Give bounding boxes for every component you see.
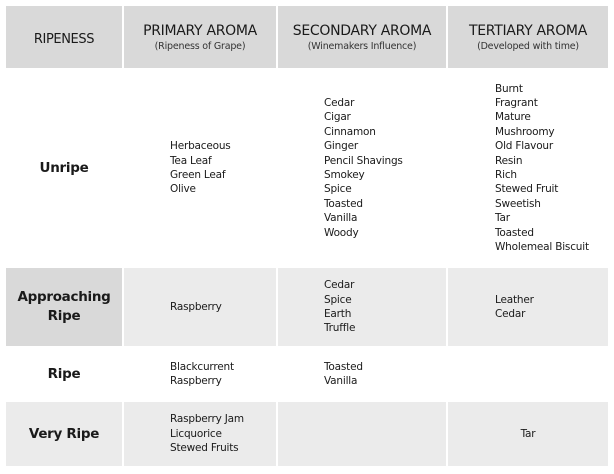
header-tertiary-title: TERTIARY AROMA: [469, 22, 587, 39]
aroma-item: Earth: [324, 308, 352, 320]
table-row-ripe: [6, 348, 608, 400]
aroma-item: Spice: [324, 293, 352, 306]
aroma-item: Pencil Shavings: [324, 154, 403, 167]
aroma-item: Rich: [495, 169, 517, 181]
aroma-item: Cedar: [324, 96, 355, 109]
secondary-aroma-list: [278, 278, 446, 336]
aroma-item: Vanilla: [324, 375, 358, 387]
aroma-item: Stewed Fruit: [495, 183, 559, 196]
header-secondary-subtitle: (Winemakers Influence): [307, 40, 417, 52]
ripeness-label: Ripe: [6, 348, 122, 400]
aroma-item: Spice: [324, 183, 352, 196]
secondary-aroma-list: [278, 360, 446, 389]
aroma-item: Toasted: [495, 226, 534, 239]
aroma-item: Tar: [520, 427, 536, 440]
aroma-item: Toasted: [324, 197, 363, 210]
tertiary-aroma-list: [448, 427, 608, 441]
aroma-item: Cedar: [324, 279, 355, 292]
aroma-item: Raspberry: [170, 300, 222, 313]
ripeness-label-line1: Approaching: [17, 289, 111, 305]
tertiary-aroma-list: [448, 293, 608, 322]
header-primary: [124, 6, 276, 68]
table-row-approaching-ripe: [6, 268, 608, 346]
aroma-item: Vanilla: [324, 212, 358, 225]
header-secondary: [278, 6, 446, 68]
secondary-cell: [278, 70, 446, 266]
aroma-item: Woody: [324, 226, 359, 239]
aroma-item: Cedar: [495, 308, 526, 320]
secondary-aroma-list: [278, 96, 446, 240]
tertiary-aroma-list: [448, 82, 608, 255]
primary-cell: [124, 348, 276, 400]
header-tertiary-subtitle: (Developed with time): [477, 40, 579, 52]
aroma-item: Green Leaf: [170, 169, 226, 181]
tertiary-cell: [448, 402, 608, 466]
secondary-cell: [278, 268, 446, 346]
ripeness-label: [6, 268, 122, 346]
aroma-item: Cinnamon: [324, 125, 376, 138]
primary-aroma-list: [124, 360, 276, 389]
aroma-item: Tea Leaf: [170, 154, 212, 167]
aroma-item: Wholemeal Biscuit: [495, 241, 589, 254]
header-secondary-title: SECONDARY AROMA: [292, 22, 432, 39]
ripeness-label-line2: Ripe: [47, 308, 81, 324]
aroma-table: [4, 4, 610, 468]
header-primary-title: PRIMARY AROMA: [143, 22, 257, 39]
table-row-very-ripe: [6, 402, 608, 466]
aroma-item: Fragrant: [495, 96, 538, 109]
primary-cell: [124, 268, 276, 346]
primary-aroma-list: [124, 139, 276, 197]
aroma-item: Leather: [495, 293, 534, 306]
aroma-item: Truffle: [324, 322, 356, 335]
tertiary-cell: [448, 70, 608, 266]
aroma-item: Resin: [495, 154, 523, 167]
header-ripeness-label: RIPENESS: [33, 31, 95, 47]
primary-cell: [124, 70, 276, 266]
header-ripeness: [6, 6, 122, 68]
primary-cell: [124, 402, 276, 466]
aroma-item: Old Flavour: [495, 140, 553, 153]
aroma-item: Raspberry: [170, 375, 222, 387]
tertiary-cell: [448, 348, 608, 400]
header-tertiary: [448, 6, 608, 68]
aroma-item: Mature: [495, 111, 531, 124]
table-row-unripe: [6, 70, 608, 266]
aroma-item: Herbaceous: [170, 140, 231, 153]
header-primary-subtitle: (Ripeness of Grape): [154, 40, 246, 52]
aroma-item: Burnt: [495, 82, 523, 95]
aroma-item: Raspberry Jam: [170, 413, 244, 426]
aroma-item: Blackcurrent: [170, 360, 234, 373]
aroma-item: Toasted: [324, 360, 363, 373]
ripeness-label: Very Ripe: [6, 402, 122, 466]
ripeness-label: Unripe: [6, 70, 122, 266]
header-row: [6, 6, 608, 68]
secondary-cell: [278, 348, 446, 400]
aroma-item: Cigar: [324, 111, 351, 124]
primary-aroma-list: [124, 412, 276, 455]
aroma-item: Olive: [170, 183, 196, 196]
aroma-item: Ginger: [324, 140, 358, 153]
aroma-item: Stewed Fruits: [170, 442, 239, 455]
aroma-item: Licquorice: [170, 427, 222, 440]
primary-aroma-list: [124, 300, 276, 314]
tertiary-cell: [448, 268, 608, 346]
aroma-item: Sweetish: [495, 197, 541, 210]
aroma-item: Smokey: [324, 169, 365, 181]
secondary-cell: [278, 402, 446, 466]
aroma-item: Mushroomy: [495, 125, 555, 138]
aroma-item: Tar: [495, 212, 510, 225]
